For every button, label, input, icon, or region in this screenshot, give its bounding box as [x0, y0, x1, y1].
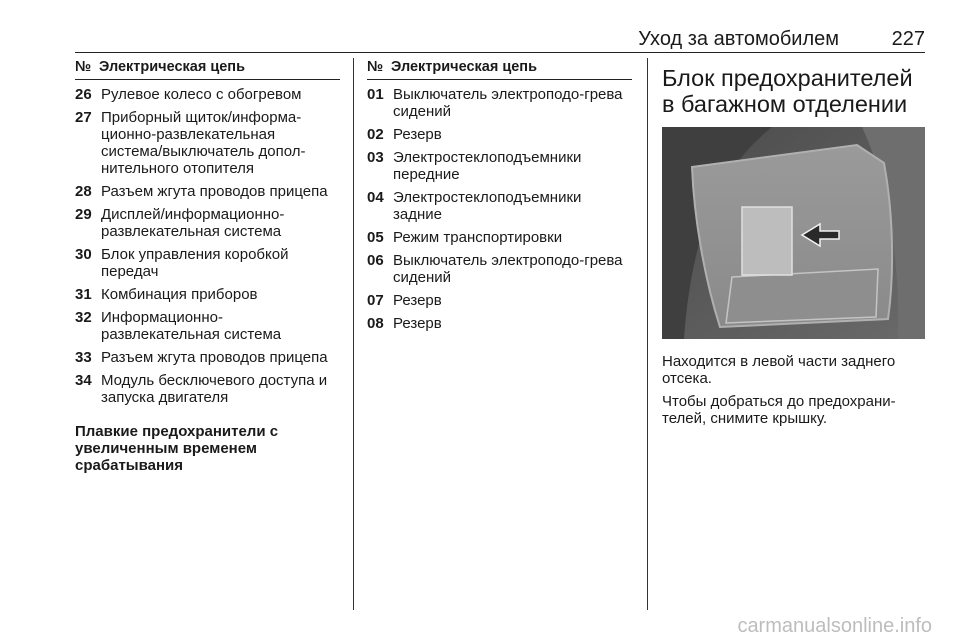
table-row — [75, 286, 340, 303]
row-text: Дисплей/информационно-развлекательная система — [101, 206, 285, 240]
row-num: 26 — [75, 86, 92, 103]
row-text: Блок управления коробкой передач — [101, 246, 289, 280]
row-text: Комбинация приборов — [101, 286, 258, 303]
row-text: Информационно-развлекательная система — [101, 309, 282, 343]
row-text: Выключатель электроподо-грева сидений — [393, 252, 623, 286]
column-divider — [353, 58, 354, 610]
table-row — [75, 309, 340, 343]
row-num: 28 — [75, 183, 92, 200]
row-num: 07 — [367, 292, 384, 309]
left-column — [75, 58, 340, 474]
page-number: 227 — [891, 28, 925, 50]
row-text: Резерв — [393, 126, 442, 143]
row-text: Выключатель электроподо-грева сидений — [393, 86, 623, 120]
row-text: Электростеклоподъемники передние — [393, 149, 582, 183]
table-row — [75, 246, 340, 280]
table-header — [367, 58, 632, 80]
header-label: Электрическая цепь — [99, 59, 245, 75]
column-divider — [647, 58, 648, 610]
page-header — [75, 26, 925, 53]
table-row — [75, 206, 340, 240]
table-row — [75, 109, 340, 177]
row-text: Резерв — [393, 292, 442, 309]
trunk-fuse-box-illustration — [662, 127, 925, 339]
header-label: Электрическая цепь — [391, 59, 537, 75]
row-text: Модуль бесключевого доступа и запуска двигателя — [101, 372, 328, 406]
middle-column — [367, 58, 632, 332]
right-column — [662, 58, 925, 427]
row-text: Приборный щиток/информа-ционно-развлекательная система/выключатель допол-нительного отопителя — [101, 109, 306, 177]
table-header — [75, 58, 340, 80]
row-text: Резерв — [393, 315, 442, 332]
row-num: 01 — [367, 86, 384, 103]
row-num: 05 — [367, 229, 384, 246]
table-row — [367, 86, 632, 120]
row-num: 02 — [367, 126, 384, 143]
row-num: 08 — [367, 315, 384, 332]
watermark: carmanualsonline.info — [737, 615, 932, 637]
row-num: 27 — [75, 109, 92, 126]
row-text: Разъем жгута проводов прицепа — [101, 183, 328, 200]
section-title: Блок предохранителей в багажном отделении — [662, 65, 913, 117]
table-row — [367, 229, 632, 246]
subheading: Плавкие предохранители с увеличенным временем срабатывания — [75, 423, 279, 474]
header-num: № — [75, 59, 92, 75]
paragraph-location: Находится в левой части заднего отсека. — [662, 353, 896, 387]
row-num: 33 — [75, 349, 92, 366]
row-num: 30 — [75, 246, 92, 263]
row-num: 32 — [75, 309, 92, 326]
row-text: Электростеклоподъемники задние — [393, 189, 582, 223]
table-row — [75, 86, 340, 103]
table-row — [367, 149, 632, 183]
table-row — [75, 183, 340, 200]
row-text: Разъем жгута проводов прицепа — [101, 349, 328, 366]
table-row — [75, 349, 340, 366]
table-row — [367, 126, 632, 143]
row-num: 31 — [75, 286, 92, 303]
paragraph-access: Чтобы добраться до предохрани-телей, снимите крышку. — [662, 393, 896, 427]
row-num: 34 — [75, 372, 92, 389]
header-num: № — [367, 59, 384, 75]
row-text: Рулевое колесо с обогревом — [101, 86, 302, 103]
table-row — [367, 315, 632, 332]
header-title: Уход за автомобилем — [638, 28, 839, 50]
row-num: 04 — [367, 189, 384, 206]
table-row — [367, 292, 632, 309]
table-row — [75, 372, 340, 406]
row-num: 06 — [367, 252, 384, 269]
table-row — [367, 189, 632, 223]
table-row — [367, 252, 632, 286]
row-num: 03 — [367, 149, 384, 166]
row-text: Режим транспортировки — [393, 229, 563, 246]
row-num: 29 — [75, 206, 92, 223]
